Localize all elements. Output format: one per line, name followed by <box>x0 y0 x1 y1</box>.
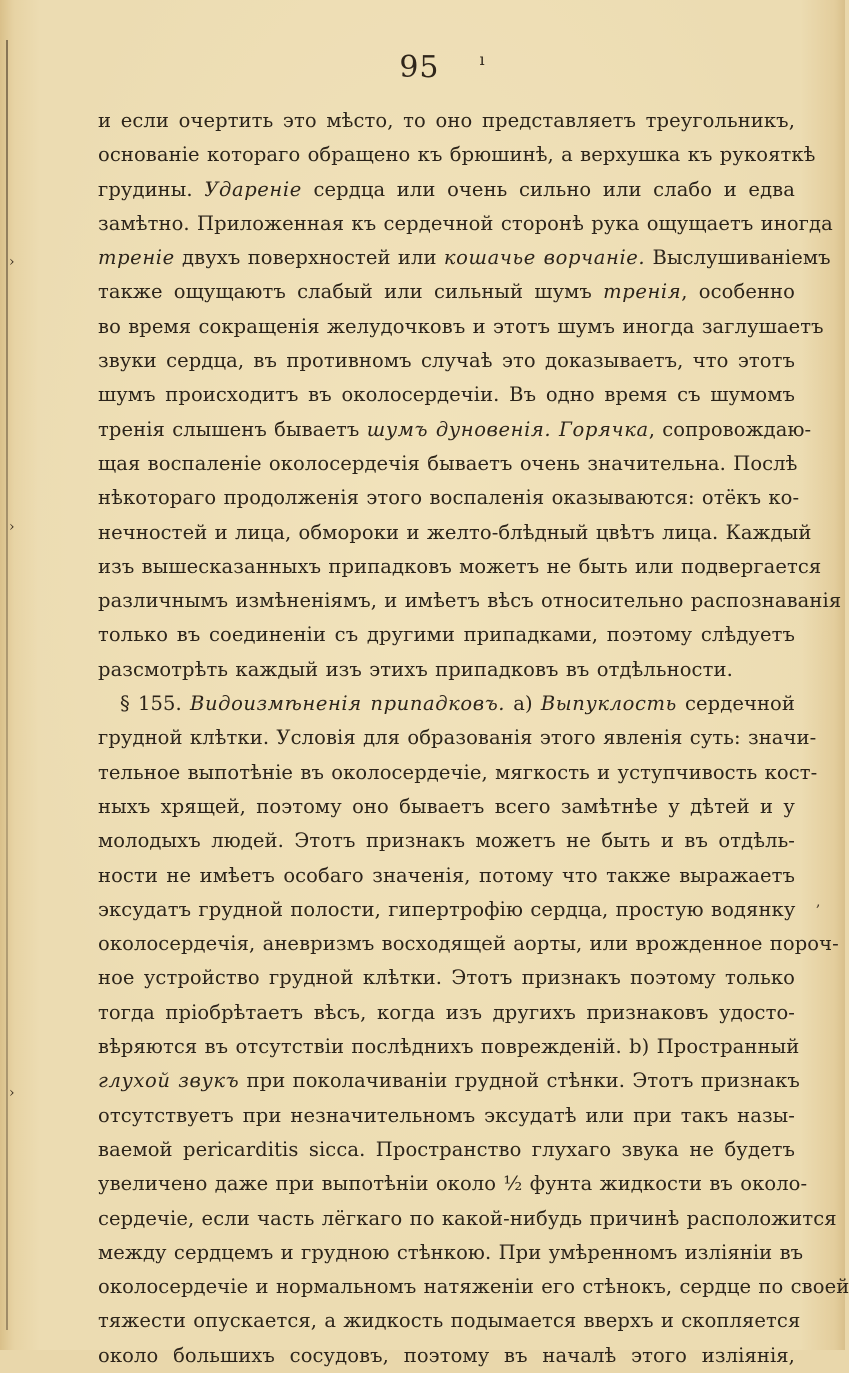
text-line <box>98 550 822 584</box>
text-segment: во время сокращенія желудочковъ и этотъ шумъ иногда заглушаетъ <box>98 314 824 338</box>
text-segment: при поколачиваніи грудной стѣнки. Этотъ признакъ <box>239 1069 800 1093</box>
text-line <box>98 1064 800 1098</box>
italic-term: Выпуклость <box>540 692 677 716</box>
text-segment: эксудатъ грудной полости, гипертрофію сердца, простую водянку <box>98 897 796 921</box>
text-segment: около большихъ сосудовъ, поэтому въ началѣ этого изліянія, <box>98 1343 795 1367</box>
text-segment: , сопровождаю- <box>648 417 812 441</box>
text-segment: изъ вышесказанныхъ припадковъ можетъ не быть или подвергается <box>98 554 822 578</box>
text-segment: тогда пріобрѣтаетъ вѣсъ, когда изъ другихъ признаковъ удосто- <box>98 1000 795 1024</box>
page-number <box>0 50 845 85</box>
text-line <box>98 1099 795 1133</box>
page-number-tick: ı <box>479 50 486 69</box>
text-segment: § 155. <box>120 692 191 716</box>
text-line <box>98 1304 801 1338</box>
text-line <box>98 1167 808 1201</box>
text-segment: ваемой pericarditis sicca. Пространство глухаго звука не будетъ <box>98 1137 795 1161</box>
text-segment: замѣтно. Приложенная къ сердечной сторонѣ рука ощущаетъ иногда <box>98 211 833 235</box>
text-line <box>98 996 795 1030</box>
text-line <box>98 1030 800 1064</box>
margin-arrow-mark: › <box>9 519 15 535</box>
text-line <box>98 138 816 172</box>
text-segment: , особенно <box>681 280 795 304</box>
text-line <box>98 790 795 824</box>
italic-term: тренія <box>603 280 682 304</box>
text-segment: шумъ происходитъ въ околосердечіи. Въ одно время съ шумомъ <box>98 383 795 407</box>
text-segment: сердечной <box>676 692 795 716</box>
page-edge-rule <box>6 40 8 1330</box>
text-segment: звуки сердца, въ противномъ случаѣ это доказываетъ, что этотъ <box>98 349 795 373</box>
text-line <box>98 413 812 447</box>
text-line <box>98 721 817 755</box>
text-line <box>98 1202 837 1236</box>
text-line <box>98 207 833 241</box>
text-segment: двухъ поверхностей или <box>174 246 444 270</box>
text-segment: основаніе котораго обращено къ брюшинѣ, а верхушка къ рукояткѣ <box>98 143 816 167</box>
text-segment: только въ соединеніи съ другими припадками, поэтому слѣдуетъ <box>98 623 795 647</box>
text-line <box>98 961 795 995</box>
text-segment: ности не имѣетъ особаго значенія, потому что также выражаетъ <box>98 863 795 887</box>
text-segment: околосердечіе и нормальномъ натяженіи его стѣнокъ, сердце по своей <box>98 1275 849 1299</box>
text-segment: разсмотрѣть каждый изъ этихъ припадковъ въ отдѣльности. <box>98 657 733 681</box>
text-segment: между сердцемъ и грудною стѣнкою. При умѣренномъ изліяніи въ <box>98 1240 804 1264</box>
margin-arrow-mark: › <box>9 1085 15 1101</box>
text-segment: Выслушиваніемъ <box>645 246 831 270</box>
text-segment: различнымъ измѣненіямъ, и имѣетъ вѣсъ относительно распознаванія <box>98 589 842 613</box>
margin-arrow-mark: › <box>9 254 15 270</box>
body-text <box>98 104 849 1373</box>
italic-term: Удареніе <box>204 177 302 201</box>
text-segment: вѣряются въ отсутствіи послѣднихъ поврежденій. b) Пространный <box>98 1035 800 1059</box>
text-segment: тренія слышенъ бываетъ <box>98 417 367 441</box>
text-line <box>98 241 831 275</box>
italic-term: шумъ дуновенія. Горячка <box>366 417 649 441</box>
text-segment: отсутствуетъ при незначительномъ эксудатѣ или при такъ назы- <box>98 1103 795 1127</box>
text-segment: увеличено даже при выпотѣніи около ½ фунта жидкости въ около- <box>98 1172 808 1196</box>
text-line <box>98 378 795 412</box>
text-segment: молодыхъ людей. Этотъ признакъ можетъ не быть и въ отдѣль- <box>98 829 795 853</box>
text-line <box>98 310 824 344</box>
text-line <box>98 824 795 858</box>
text-segment: нечностей и лица, обмороки и желто-блѣдный цвѣтъ лица. Каждый <box>98 520 812 544</box>
text-line <box>98 1270 849 1304</box>
text-line <box>98 584 842 618</box>
text-line <box>98 1339 795 1373</box>
italic-term: Видоизмѣненія припадковъ. <box>190 692 506 716</box>
text-segment: тяжести опускается, а жидкость подымается вверхъ и скопляется <box>98 1309 801 1333</box>
italic-term: кошачье ворчаніе. <box>443 246 646 270</box>
text-segment: ное устройство грудной клѣтки. Этотъ признакъ поэтому только <box>98 966 795 990</box>
text-line <box>98 687 795 721</box>
text-segment: нѣкотораго продолженія этого воспаленія оказываются: отёкъ ко- <box>98 486 800 510</box>
text-segment: сердечіе, если часть лёгкаго по какой-нибудь причинѣ расположится <box>98 1206 837 1230</box>
text-line <box>98 173 795 207</box>
text-line <box>98 1133 795 1167</box>
text-line <box>98 344 795 378</box>
text-segment: грудины. <box>98 177 205 201</box>
text-line <box>98 653 795 687</box>
italic-term: треніе <box>98 246 175 270</box>
text-line <box>98 859 795 893</box>
text-segment: также ощущаютъ слабый или сильный шумъ <box>98 280 604 304</box>
text-line <box>98 756 818 790</box>
text-segment: и если очертить это мѣсто, то оно представляетъ треугольникъ, <box>98 109 795 132</box>
text-line <box>98 481 800 515</box>
italic-term: глухой звукъ <box>98 1069 240 1093</box>
text-segment: околосердечія, аневризмъ восходящей аорты, или врожденное пороч- <box>98 932 839 956</box>
text-line <box>98 927 839 961</box>
text-line <box>98 104 795 138</box>
text-segment: a) <box>505 692 541 716</box>
text-line <box>98 516 812 550</box>
text-segment: сердца или очень сильно или слабо и едва <box>301 177 795 201</box>
margin-comma-mark: , <box>816 894 821 910</box>
text-line <box>98 447 798 481</box>
text-line <box>98 893 795 927</box>
page-number-value: 95 <box>399 50 440 85</box>
text-line <box>98 1236 804 1270</box>
text-segment: ныхъ хрящей, поэтому оно бываетъ всего замѣтнѣе у дѣтей и у <box>98 794 795 818</box>
text-segment: тельное выпотѣніе въ околосердечіе, мягкость и уступчивость кост- <box>98 760 818 784</box>
text-line <box>98 618 795 652</box>
text-segment: щая воспаленіе околосердечія бываетъ очень значительна. Послѣ <box>98 451 798 475</box>
text-segment: грудной клѣтки. Условія для образованія этого явленія суть: значи- <box>98 726 817 750</box>
text-line <box>98 275 795 309</box>
